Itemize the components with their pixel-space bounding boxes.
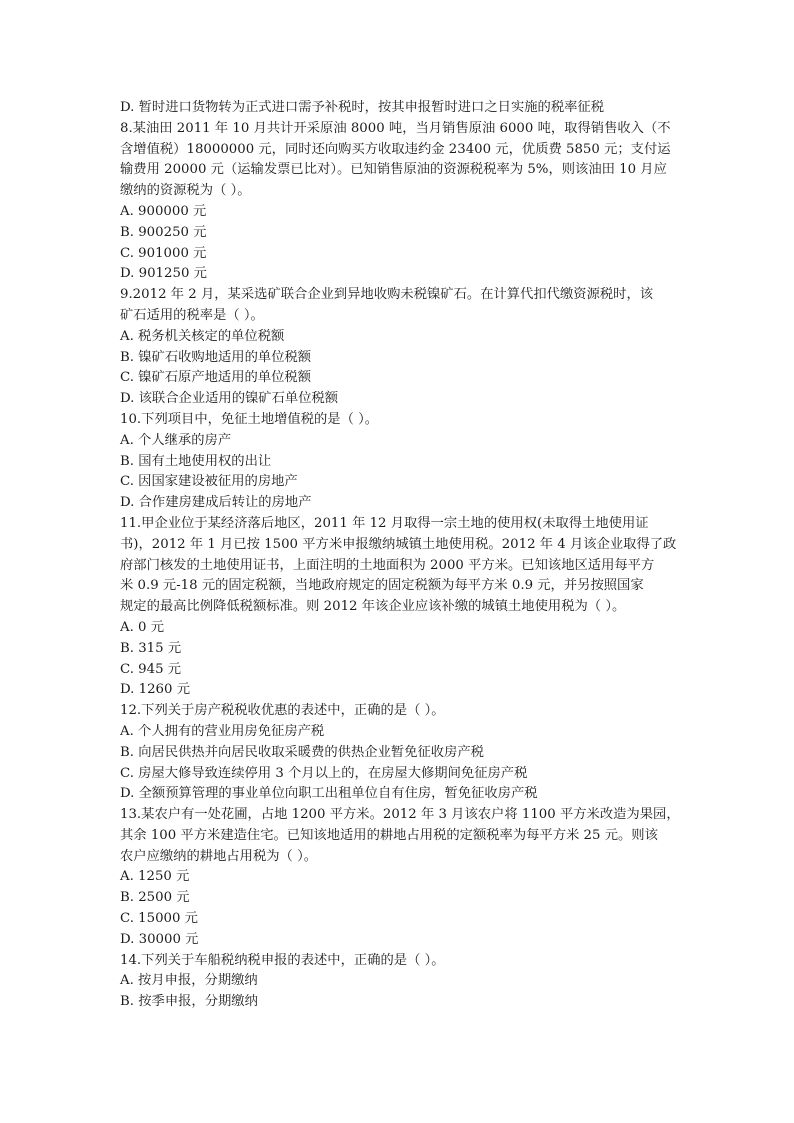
option-b-q13: B. 2500 元 <box>120 890 190 906</box>
question-8-line-4: 缴纳的资源税为（ ）。 <box>120 183 251 199</box>
option-c-q11: C. 945 元 <box>120 661 182 677</box>
option-c-q13: C. 15000 元 <box>120 911 198 927</box>
question-9-line-1: 9.2012 年 2 月，某采选矿联合企业到异地收购未税镍矿石。在计算代扣代缴资源税时，该 <box>120 287 654 303</box>
option-a-q10: A. 个人继承的房产 <box>120 432 232 448</box>
question-10: 10.下列项目中，免征土地增值税的是（ ）。 <box>120 411 379 427</box>
option-b-q10: B. 国有土地使用权的出让 <box>120 453 272 469</box>
question-13-line-3: 农户应缴纳的耕地占用税为（ ）。 <box>120 848 318 864</box>
question-11-line-1: 11.甲企业位于某经济落后地区，2011 年 12 月取得一宗土地的使用权(未取得土地使用证 <box>120 515 649 531</box>
option-d-q10: D. 合作建房建成后转让的房地产 <box>120 495 312 511</box>
option-c-q8: C. 901000 元 <box>120 245 207 261</box>
option-d-q11: D. 1260 元 <box>120 682 191 698</box>
option-a-q14: A. 按月申报，分期缴纳 <box>120 973 258 989</box>
option-b-q14: B. 按季申报，分期缴纳 <box>120 994 258 1010</box>
option-c-q12: C. 房屋大修导致连续停用 3 个月以上的，在房屋大修期间免征房产税 <box>120 765 528 781</box>
option-b-q8: B. 900250 元 <box>120 224 207 240</box>
question-12: 12.下列关于房产税税收优惠的表述中，正确的是（ ）。 <box>120 703 445 719</box>
option-b-q11: B. 315 元 <box>120 640 182 656</box>
question-13-line-1: 13.某农户有一处花圃，占地 1200 平方米。2012 年 3 月该农户将 1100 平方米改造为果园， <box>120 807 680 823</box>
option-d-q8: D. 901250 元 <box>120 266 207 282</box>
question-9-line-2: 矿石适用的税率是（ ）。 <box>120 307 264 323</box>
option-b-q12: B. 向居民供热并向居民收取采暖费的供热企业暂免征收房产税 <box>120 744 484 760</box>
question-14: 14.下列关于车船税纳税申报的表述中，正确的是（ ）。 <box>120 952 445 968</box>
option-a-q12: A. 个人拥有的营业用房免征房产税 <box>120 723 325 739</box>
option-d-q9: D. 该联合企业适用的镍矿石单位税额 <box>120 391 339 407</box>
document-body <box>120 98 680 1013</box>
option-a-q8: A. 900000 元 <box>120 203 207 219</box>
option-d-q12: D. 全额预算管理的事业单位向职工出租单位自有住房，暂免征收房产税 <box>120 786 538 802</box>
question-8-line-3: 输费用 20000 元（运输发票已比对）。已知销售原油的资源税税率为 5%，则该油田 10 月应 <box>120 162 667 178</box>
question-11-line-4: 米 0.9 元-18 元的固定税额，当地政府规定的固定税额为每平方米 0.9 元，并另按照国家 <box>120 578 644 594</box>
option-a-q13: A. 1250 元 <box>120 869 190 885</box>
option-d-q7: D. 暂时进口货物转为正式进口需予补税时，按其申报暂时进口之日实施的税率征税 <box>120 100 605 115</box>
option-c-q10: C. 因国家建设被征用的房地产 <box>120 474 298 490</box>
option-d-q13: D. 30000 元 <box>120 931 199 947</box>
option-b-q9: B. 镍矿石收购地适用的单位税额 <box>120 349 312 365</box>
question-13-line-2: 其余 100 平方米建造住宅。已知该地适用的耕地占用税的定额税率为每平方米 25 元。则该 <box>120 827 658 843</box>
question-11-line-3: 府部门核发的土地使用证书，上面注明的土地面积为 2000 平方米。已知该地区适用每平方 <box>120 557 655 573</box>
option-a-q11: A. 0 元 <box>120 619 165 635</box>
question-8-line-2: 含增值税）18000000 元，同时还向购买方收取违约金 23400 元，优质费 5850 元；支付运 <box>120 141 671 157</box>
option-a-q9: A. 税务机关核定的单位税额 <box>120 328 285 344</box>
question-8-line-1: 8.某油田 2011 年 10 月共计开采原油 8000 吨，当月销售原油 6000 吨，取得销售收入（不 <box>120 120 671 136</box>
question-11-line-5: 规定的最高比例降低税额标准。则 2012 年该企业应该补缴的城镇土地使用税为（ ）。 <box>120 599 626 615</box>
question-11-line-2: 书)，2012 年 1 月已按 1500 平方米申报缴纳城镇土地使用税。2012 年 4 月该企业取得了政 <box>120 536 677 552</box>
option-c-q9: C. 镍矿石原产地适用的单位税额 <box>120 370 312 386</box>
